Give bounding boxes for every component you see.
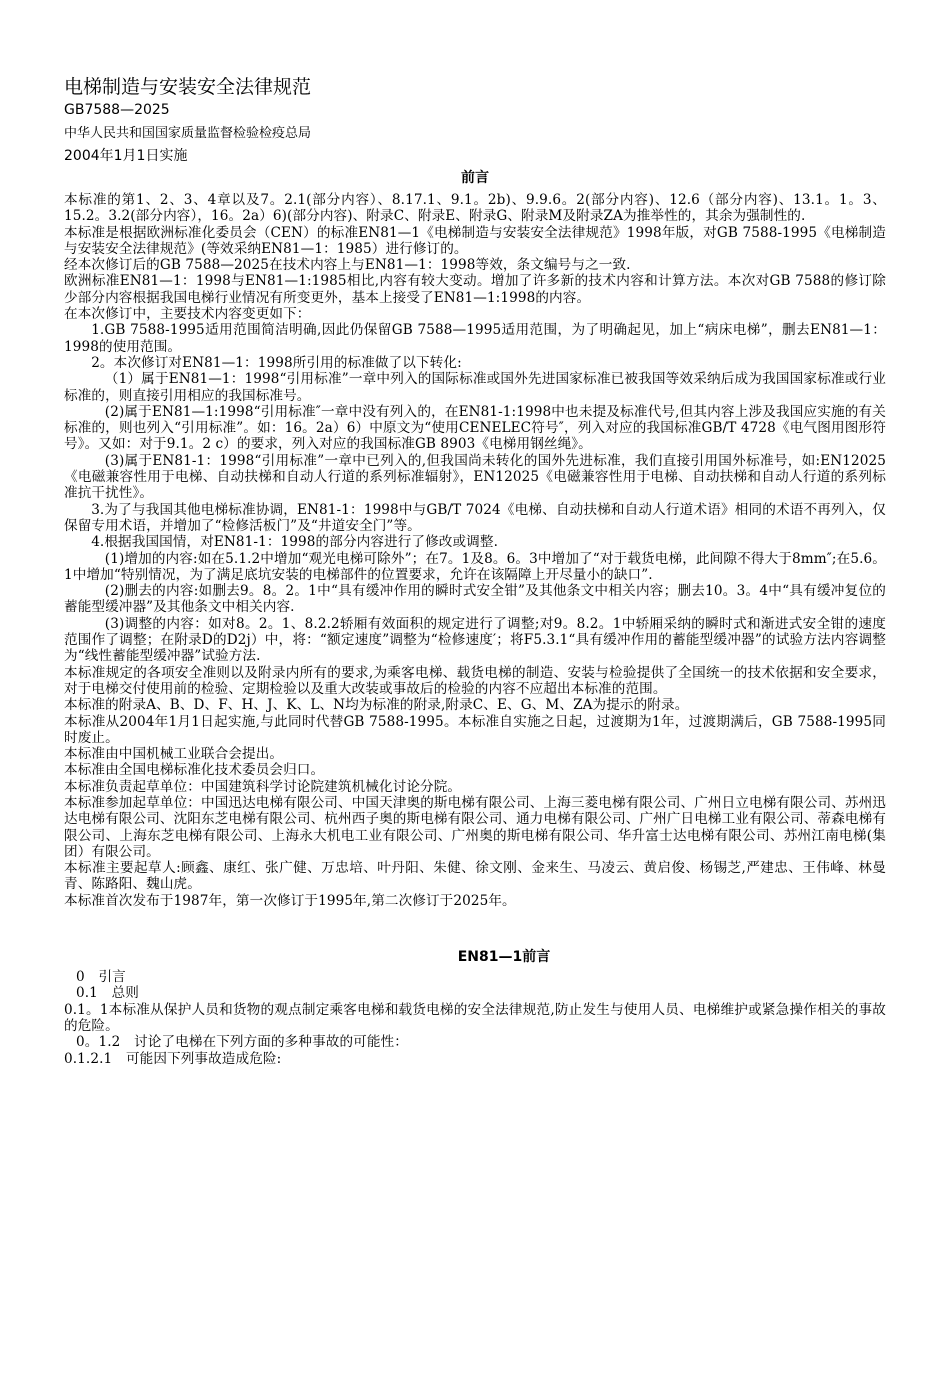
en81-paragraph: 0.1。1本标准从保护人员和货物的观点制定乘客电梯和载货电梯的安全法律规范,防止发生与使用人员、电梯维护或紧急操作相关的事故的危险。 [64,1001,886,1034]
en81-paragraph: 0。1.2 讨论了电梯在下列方面的多种事故的可能性： [76,1034,408,1051]
preface-paragraph: 在本次修订中，主要技术内容变更如下： [64,306,311,323]
preface-paragraph: (3)调整的内容：如对8。2。1、8.2.2轿厢有效面积的规定进行了调整;对9。8.2。1中轿厢采纳的瞬时式和渐进式安全钳的速度范围作了调整；在附录D的D2j）中，将：“额定速度”调整为“检修速度′；将F5.3.1“具有缓冲作用的蓄能型缓冲器”的试验方法内容调整为“线性蓄能型缓冲器”试验方法. [64,615,886,665]
en81-paragraph: 0.1 总则 [76,985,139,1002]
preface-paragraph: 本标准参加起草单位：中国迅达电梯有限公司、中国天津奥的斯电梯有限公司、上海三菱电梯有限公司、广州日立电梯有限公司、苏州迅达电梯有限公司、沈阳东芝电梯有限公司、杭州西子奥的斯电梯有限公司、通力电梯有限公司、广州广日电梯工业有限公司、蒂森电梯有限公司、上海东芝电梯有限公司、上海永大机电工业有限公司、广州奥的斯电梯有限公司、华升富士达电梯有限公司、苏州江南电梯(集团）有限公司。 [64,794,886,860]
preface-paragraph: 经本次修订后的GB 7588—2025在技术内容上与EN81—1：1998等效，条文编号与之一致. [64,257,631,274]
preface-paragraph: 本标准是根据欧洲标准化委员会（CEN）的标准EN81—1《电梯制造与安装安全法律规范》1998年版，对GB 7588-1995《电梯制造与安装安全法律规范》(等效采纳EN81—1：1985）进行修订的。 [64,224,886,257]
preface-paragraph: 2。本次修订对EN81—1：1998所引用的标准做了以下转化: [91,354,462,371]
standard-code: GB7588—2025 [64,102,170,118]
document-title: 电梯制造与安装安全法律规范 [64,76,312,98]
preface-paragraph: 1.GB 7588-1995适用范围简洁明确,因此仍保留GB 7588—1995适用范围，为了明确起见，加上“病床电梯”，删去EN81—1：1998的使用范围。 [64,322,886,355]
en81-paragraph: 0.1.2.1 可能因下列事故造成危险: [64,1050,282,1067]
preface-paragraph: (2)删去的内容:如删去9。8。2。1中“具有缓冲作用的瞬时式安全钳”及其他条文中相关内容；删去10。3。4中“具有缓冲复位的蓄能型缓冲器”及其他条文中相关内容. [64,583,886,616]
preface-paragraph: 本标准从2004年1月1日起实施,与此同时代替GB 7588-1995。本标准自实施之日起，过渡期为1年，过渡期满后，GB 7588-1995同时废止。 [64,713,886,746]
preface-body [64,192,886,909]
preface-paragraph: 本标准规定的各项安全准则以及附录内所有的要求,为乘客电梯、载货电梯的制造、安装与检验提供了全国统一的技术依据和安全要求，对于电梯交付使用前的检验、定期检验以及重大改装或事故后的检验的内容不应超出本标准的范围。 [64,664,886,697]
document-page [64,74,886,1067]
en81-body [64,969,886,1067]
preface-paragraph: 本标准主要起草人:顾鑫、康红、张广健、万忠培、叶丹阳、朱健、徐文刚、金来生、马凌云、黄启俊、杨锡芝,严建忠、王伟峰、林曼青、陈路阳、魏山虎。 [64,860,886,893]
preface-paragraph: (2)属于EN81—1:1998“引用标准″一章中没有列入的，在EN81-1:1998中也未提及标准代号,但其内容上涉及我国应实施的有关标准的，则也列入“引用标准”。如：16。2a）6）中原文为“使用CENELEC符号″，列入对应的我国标准GB/T 4728《电气图用图形符号》。又如：对于9.1。2 c）的要求，列入对应的我国标准GB 8903《电梯用钢丝绳》。 [64,403,886,453]
preface-paragraph: (1)增加的内容:如在5.1.2中增加“观光电梯可除外”；在7。1及8。6。3中增加了“对于载货电梯，此间隙不得大于8mm″;在5.6。1中增加“特别情况，为了满足底坑安装的电梯部件的位置要求，允许在该隔障上开尽量小的缺口”. [64,550,886,583]
preface-paragraph: 本标准由全国电梯标准化技术委员会归口。 [64,762,325,779]
issuing-organization: 中华人民共和国国家质量监督检验检疫总局 [64,126,312,141]
preface-paragraph: 本标准的附录A、B、D、F、H、J、K、L、N均为标准的附录,附录C、E、G、M、ZA为提示的附录。 [64,697,689,714]
preface-paragraph: （1）属于EN81—1：1998“引用标准”一章中列入的国际标准或国外先进国家标准已被我国等效采纳后成为我国国家标准或行业标准的，则直接引用相应的我国标准号。 [64,371,886,404]
preface-heading: 前言 [461,170,489,186]
effective-date: 2004年1月1日实施 [64,148,188,164]
preface-paragraph: 3.为了与我国其他电梯标准协调，EN81-1：1998中与GB/T 7024《电梯、自动扶梯和自动人行道术语》相同的术语不再列入，仅保留专用术语，并增加了“检修活板门”及“井道安全门”等。 [64,501,886,534]
preface-paragraph: 欧洲标准EN81—1：1998与EN81—1:1985相比,内容有较大变动。增加了许多新的技术内容和计算方法。本次对GB 7588的修订除少部分内容根据我国电梯行业情况有所变更外，基本上接受了EN81—1:1998的内容。 [64,273,886,306]
en81-heading-text: EN81—1前言 [457,949,551,966]
en81-paragraph: 0 引言 [76,969,126,986]
preface-paragraph: 本标准由中国机械工业联合会提出。 [64,746,284,763]
preface-paragraph: (3)属于EN81-1：1998“引用标准”一章中已列入的,但我国尚未转化的国外先进标准，我们直接引用国外标准号，如:EN12025《电磁兼容性用于电梯、自动扶梯和自动人行道的系列标准辐射》，EN12025《电磁兼容性用于电梯、自动扶梯和自动人行道的系列标准抗干扰性》。 [64,452,886,502]
en81-heading [64,947,886,967]
preface-paragraph: 4.根据我国国情，对EN81-1：1998的部分内容进行了修改或调整. [91,534,498,551]
en81-section [64,947,886,1067]
preface-paragraph: 本标准负责起草单位：中国建筑科学讨论院建筑机械化讨论分院。 [64,778,462,795]
preface-paragraph: 本标准首次发布于1987年，第一次修订于1995年,第二次修订于2025年。 [64,892,516,909]
preface-paragraph: 本标准的第1、2、3、4章以及7。2.1(部分内容）、8.17.1、9.1。2b)、9.9.6。2(部分内容)、12.6（部分内容)、13.1。1。3、15.2。3.2(部分内容），16。2a）6)(部分内容)、附录C、附录E、附录G、附录M及附录ZA为推举性的，其余为强制性的. [64,192,886,225]
